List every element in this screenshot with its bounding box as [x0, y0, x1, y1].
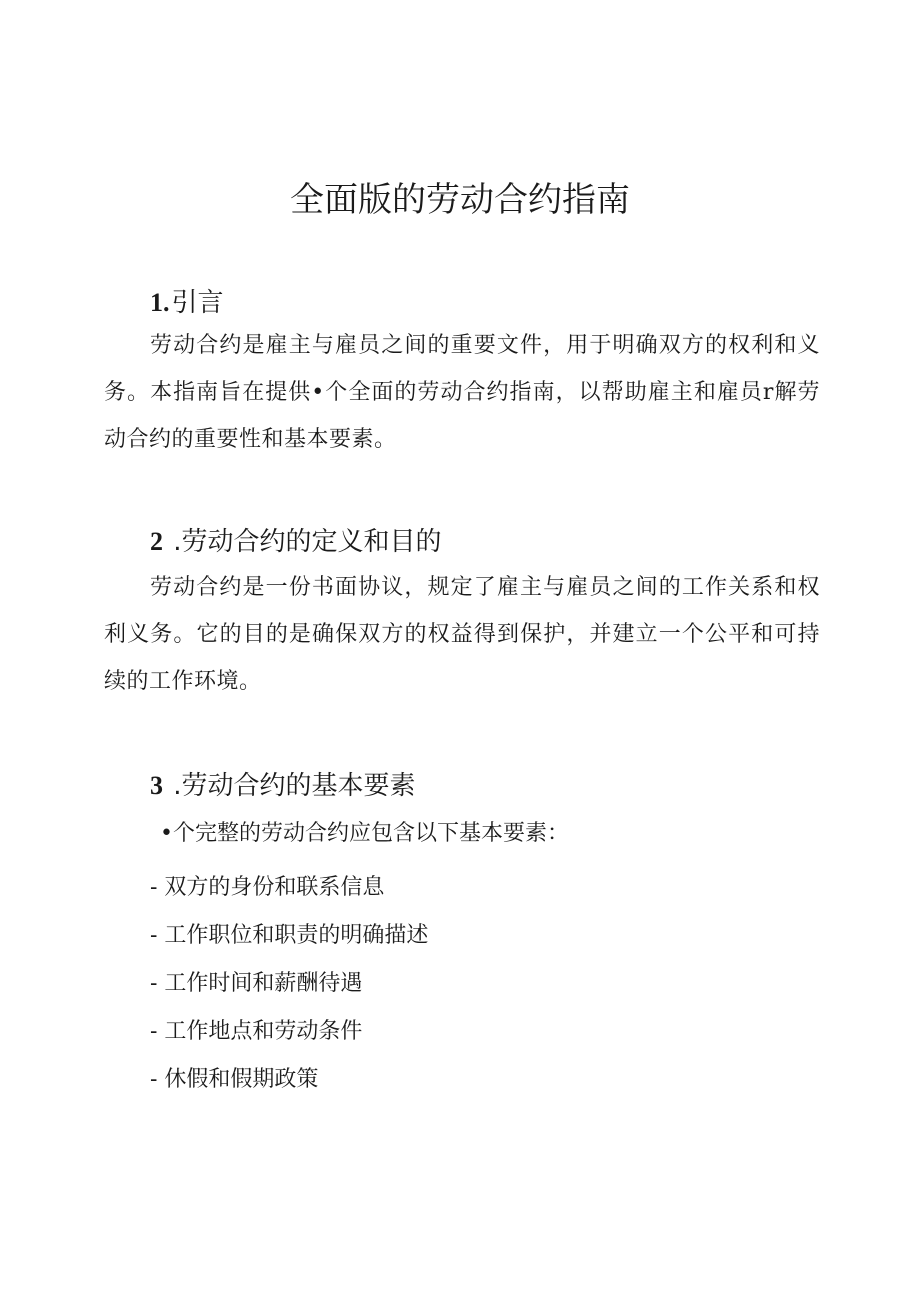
document-title: 全面版的劳动合约指南 [290, 180, 630, 220]
section-2-heading [150, 521, 442, 558]
list-item: - 休假和假期政策 [150, 1067, 319, 1092]
section-3-number: 3 [150, 771, 163, 800]
section-3-heading [150, 765, 416, 802]
section-1-number: 1. [150, 288, 170, 317]
list-item: - 工作地点和劳动条件 [150, 1019, 363, 1044]
list-item: - 双方的身份和联系信息 [150, 875, 385, 900]
section-2-number: 2 [150, 527, 163, 556]
section-3-title: .劳动合约的基本要素 [173, 771, 416, 801]
section-3-intro: •个完整的劳动合约应包含以下基本要素： [160, 821, 569, 846]
list-item: - 工作职位和职责的明确描述 [150, 923, 429, 948]
section-2-body: 劳动合约是一份书面协议，规定了雇主与雇员之间的工作关系和权利义务。它的目的是确保双方的权益得到保护，并建立一个公平和可持续的工作环境。 [104, 575, 820, 694]
section-1-body: 劳动合约是雇主与雇员之间的重要文件，用于明确双方的权利和义务。本指南旨在提供•个全面的劳动合约指南，以帮助雇主和雇员r解劳动合约的重要性和基本要素。 [104, 333, 820, 452]
section-1-title: 引言 [171, 288, 224, 318]
section-1-heading [150, 282, 224, 319]
list-item: - 工作时间和薪酬待遇 [150, 971, 363, 996]
section-2-title: .劳动合约的定义和目的 [173, 527, 442, 557]
requirements-list [150, 864, 428, 1104]
